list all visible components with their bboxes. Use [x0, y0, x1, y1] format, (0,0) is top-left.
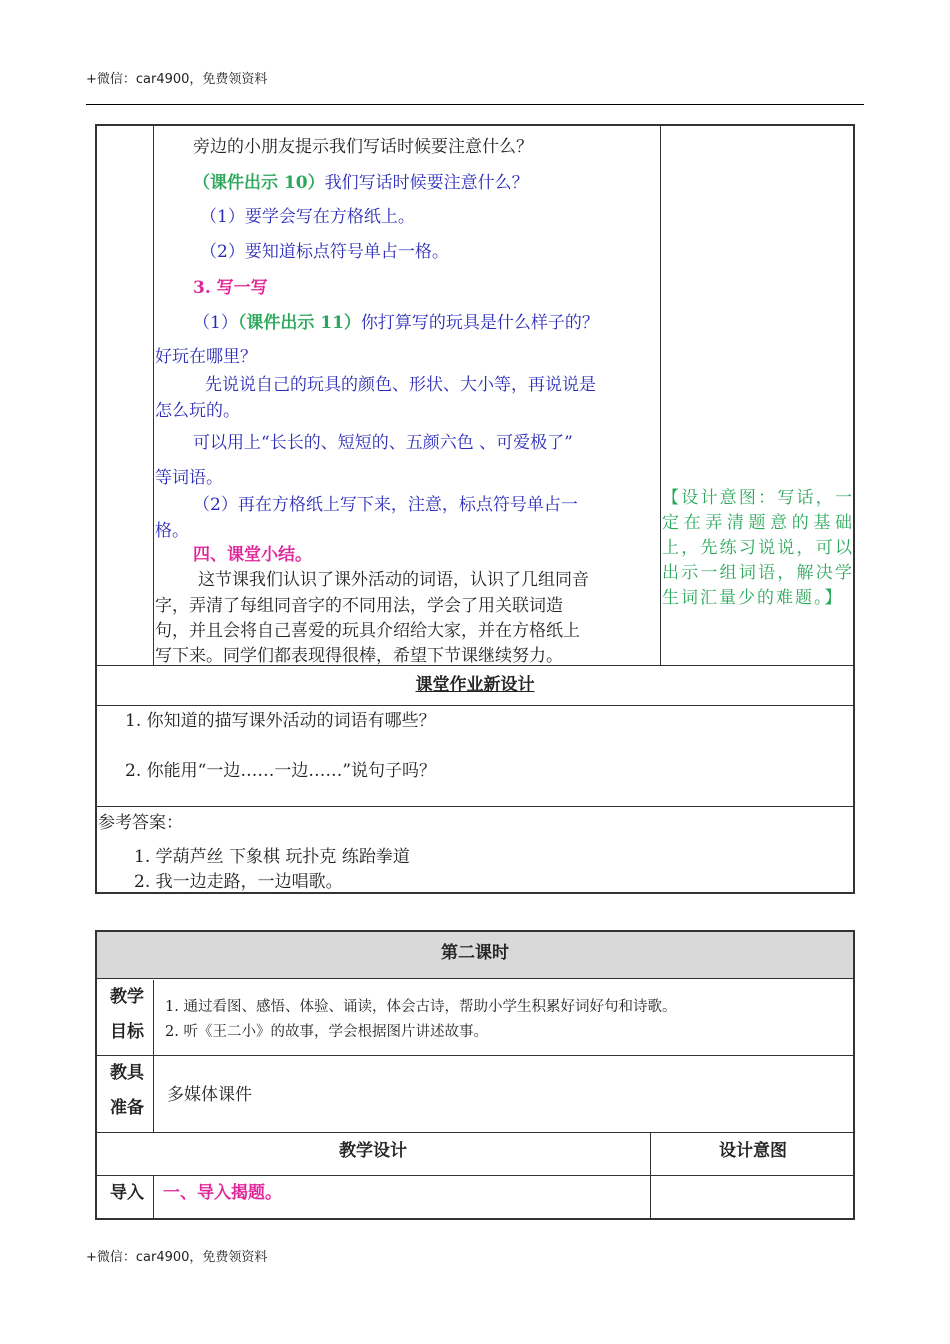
lesson-text: [193, 312, 599, 334]
homework-question: 1. 你知道的描写课外活动的词语有哪些？: [125, 711, 436, 731]
section-heading: 3. 写一写: [193, 278, 268, 298]
homework-question: 2. 你能用“一边……一边……”说句子吗？: [125, 761, 437, 781]
table-divider: [96, 1055, 854, 1056]
lesson-text: （1）要学会写在方格纸上。: [200, 207, 415, 227]
tools-label: 准备: [110, 1098, 144, 1118]
answer-item: 1. 学葫芦丝 下象棋 玩扑克 练跆拳道: [134, 847, 410, 867]
lesson-text: [193, 172, 529, 194]
design-intent-note: 【设计意图：写话，一定在弄清题意的基础上，先练习说说，可以出示一组词语，解决学生词汇量少的难题。】: [662, 488, 854, 608]
lesson-text: 可以用上“长长的、短短的、五颜六色 、可爱极了”: [193, 433, 573, 453]
lesson-text: 格。: [155, 521, 189, 541]
lesson-text: 字，弄清了每组同音字的不同用法，学会了用关联词造: [155, 596, 563, 616]
intent-header: 设计意图: [719, 1141, 787, 1161]
lesson-text: 先说说自己的玩具的颜色、形状、大小等，再说说是: [205, 375, 596, 395]
page-header: +微信：car4900，免费领资料: [86, 72, 268, 87]
lesson-text: 好玩在哪里？: [155, 347, 257, 367]
table-divider: [96, 1175, 854, 1176]
tools-value: 多媒体课件: [167, 1085, 252, 1105]
tools-label: 教具: [110, 1063, 144, 1083]
lesson-text: （2）再在方格纸上写下来，注意，标点符号单占一: [193, 495, 578, 515]
intro-heading: 一、导入揭题。: [163, 1183, 282, 1203]
table-divider: [96, 705, 854, 706]
goal-label: 目标: [110, 1022, 144, 1042]
goal-label: 教学: [110, 987, 144, 1007]
table-divider: [153, 125, 154, 666]
answer-label: 参考答案：: [98, 813, 183, 833]
homework-title: 课堂作业新设计: [415, 675, 535, 695]
lesson-text: 怎么玩的。: [155, 401, 240, 421]
intro-label: 导入: [110, 1183, 144, 1203]
lesson-text: 旁边的小朋友提示我们写话时候要注意什么？: [193, 137, 533, 157]
section-heading: 四、课堂小结。: [193, 545, 312, 565]
header-divider: [86, 104, 864, 105]
courseware-tag: （课件出示 11）: [237, 313, 361, 333]
table-divider: [153, 980, 154, 1132]
answer-item: 2. 我一边走路，一边唱歌。: [134, 872, 343, 892]
goal-item: 2. 听《王二小》的故事，学会根据图片讲述故事。: [165, 1024, 488, 1040]
lesson-text: （1）: [193, 313, 238, 333]
lesson-text: 句，并且会将自己喜爱的玩具介绍给大家，并在方格纸上: [155, 621, 580, 641]
section-title: 第二课时: [441, 943, 509, 963]
goal-item: 1. 通过看图、感悟、体验、诵读，体会古诗，帮助小学生积累好词好句和诗歌。: [165, 999, 677, 1015]
table-divider: [96, 806, 854, 807]
lesson-text: 写下来。同学们都表现得很棒，希望下节课继续努力。: [155, 646, 563, 666]
lesson-text: 你打算写的玩具是什么样子的？: [360, 313, 599, 333]
lesson-text: 这节课我们认识了课外活动的词语，认识了几组同音: [198, 570, 589, 590]
page-footer: +微信：car4900，免费领资料: [86, 1250, 268, 1265]
table-divider: [153, 1175, 154, 1219]
lesson-text: （2）要知道标点符号单占一格。: [200, 242, 449, 262]
table-divider: [660, 125, 661, 666]
courseware-tag: （课件出示 10）: [193, 173, 325, 193]
table-divider: [96, 1132, 854, 1133]
lesson-text: 等词语。: [155, 468, 223, 488]
lesson-text: 我们写话时候要注意什么？: [324, 173, 529, 193]
design-header: 教学设计: [339, 1141, 407, 1161]
